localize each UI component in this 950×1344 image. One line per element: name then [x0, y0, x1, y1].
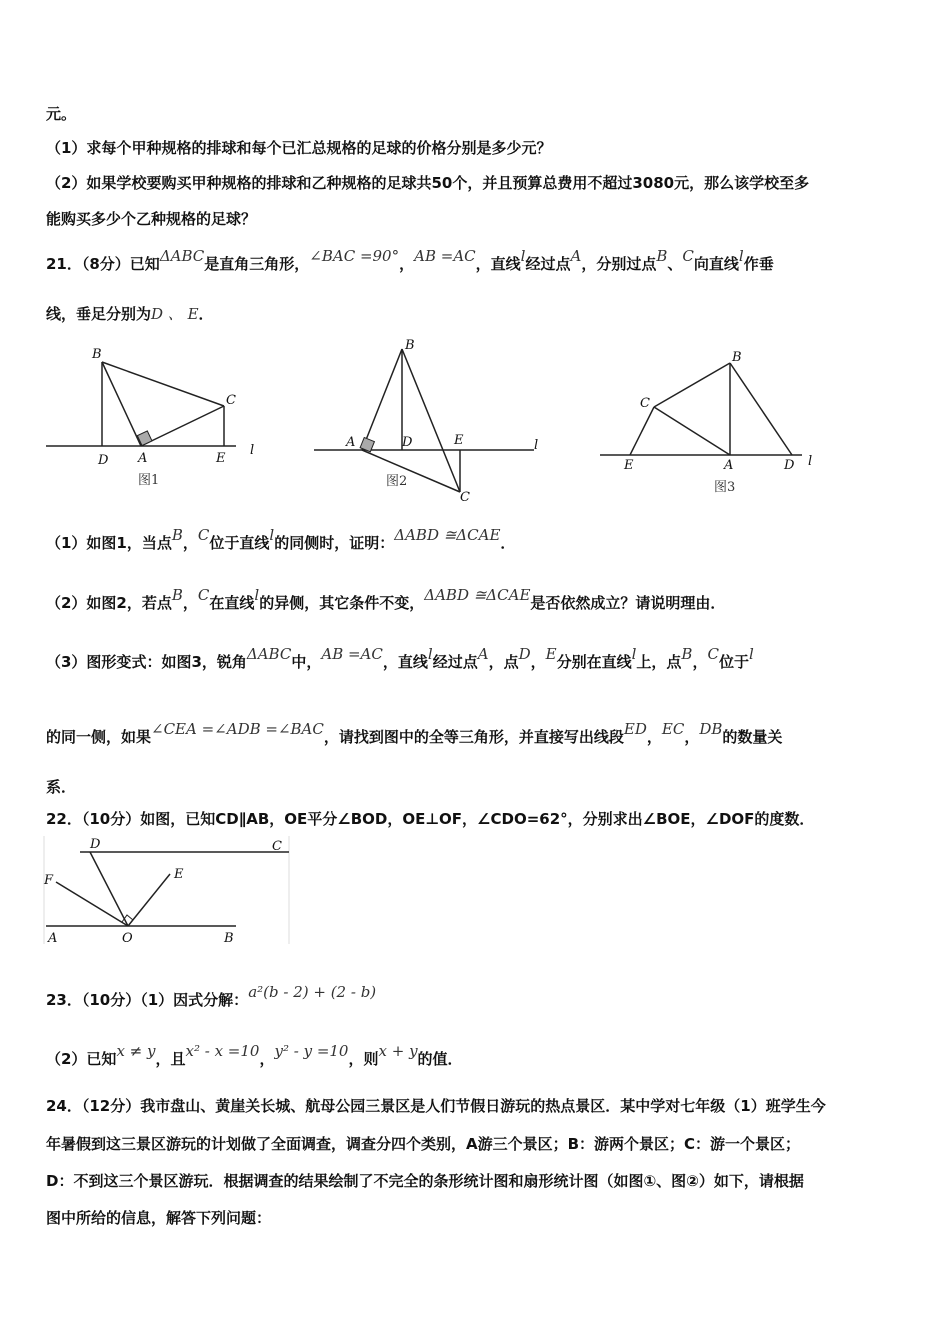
fig1-label-B: B [92, 347, 102, 362]
question-21-sub-3-cont: 的同一侧，如果∠CEA =∠ADB =∠BAC，请找到图中的全等三角形，并直接写出线段ED，EC，DB的数量关 [46, 720, 783, 746]
question-20-part-2-cont: 能购买多少个乙种规格的足球？ [46, 210, 257, 228]
question-23-part-2: （2）已知x ≠ y，且x² - x =10，y² - y =10，则x + y的值． [46, 1042, 463, 1068]
fig3-label-E: E [624, 458, 634, 473]
fig4-label-B: B [224, 931, 234, 946]
question-24-line-2: 年暑假到这三景区游玩的计划做了全面调查，调查分四个类别，A游三个景区；B：游两个景区；C：游一个景区； [46, 1135, 801, 1153]
fig2-label-A: A [346, 435, 356, 450]
fig3-label-A: A [724, 458, 734, 473]
fig2-caption: 图2 [386, 474, 408, 489]
fig2-label-D: D [402, 435, 413, 450]
fig3-caption: 图3 [714, 480, 736, 495]
fig3-label-B: B [732, 350, 742, 365]
question-21-sub-3: （3）图形变式：如图3，锐角ΔABC中，AB =AC，直线l经过点A，点D，E分别在直线l上，点B，C位于l [46, 645, 754, 671]
fig1-label-D: D [98, 453, 109, 468]
question-20-part-1: （1）求每个甲种规格的排球和每个已汇总规格的足球的价格分别是多少元？ [46, 139, 552, 157]
question-23-part-1: 23．（10分）（1）因式分解：a²(b - 2) + (2 - b) [46, 983, 377, 1009]
fig2-label-E: E [454, 433, 464, 448]
fig4-label-E: E [174, 867, 184, 882]
question-21-sub-3-end: 系． [46, 778, 77, 796]
fig1-caption: 图1 [138, 473, 160, 488]
fig4-label-C: C [272, 839, 282, 854]
fig4-label-O: O [122, 931, 133, 946]
question-24-line-4: 图中所给的信息，解答下列问题： [46, 1209, 272, 1227]
question-21-sub-2: （2）如图2，若点B，C在直线l的异侧，其它条件不变，ΔABD ≅ΔCAE是否依然成立？请说明理由． [46, 586, 726, 612]
question-21-line-2: 线，垂足分别为D 、 E． [46, 305, 214, 323]
figure-4 [42, 836, 292, 946]
question-20-part-2: （2）如果学校要购买甲种规格的排球和乙种规格的足球共50个，并且预算总费用不超过3080元，那么该学校至多 [46, 174, 810, 192]
question-24-line-1: 24．（12分）我市盘山、黄崖关长城、航母公园三景区是人们节假日游玩的热点景区．某中学对七年级（1）班学生今 [46, 1097, 826, 1115]
fig1-label-A: A [138, 451, 148, 466]
fig3-label-D: D [784, 458, 795, 473]
fig3-label-l: l [808, 454, 813, 469]
question-21-line-1: 21．（8分）已知ΔABC是直角三角形，∠BAC =90°，AB =AC，直线l经过点A，分别过点B、C向直线l作垂 [46, 247, 774, 273]
figure-3 [596, 345, 826, 500]
fig4-label-D: D [90, 837, 101, 852]
figure-1 [40, 340, 270, 490]
question-21-sub-1: （1）如图1，当点B，C位于直线l的同侧时，证明：ΔABD ≅ΔCAE． [46, 526, 516, 552]
question-24-line-3: D：不到这三个景区游玩．根据调查的结果绘制了不完全的条形统计图和扇形统计图（如图①、图②）如下，请根据 [46, 1172, 804, 1190]
fig1-label-C: C [226, 393, 236, 408]
text-line-1: 元。 [46, 105, 77, 123]
fig2-label-C: C [460, 490, 470, 505]
fig1-label-E: E [216, 451, 226, 466]
question-22: 22．（10分）如图，已知CD∥AB，OE平分∠BOD，OE⊥OF，∠CDO=62°，分别求出∠BOE，∠DOF的度数． [46, 810, 815, 828]
fig2-label-B: B [405, 338, 415, 353]
fig1-label-l: l [250, 443, 255, 458]
fig3-label-C: C [640, 396, 650, 411]
fig4-label-A: A [48, 931, 58, 946]
fig2-label-l: l [534, 438, 539, 453]
fig4-label-F: F [44, 873, 54, 888]
figure-2 [310, 335, 550, 505]
